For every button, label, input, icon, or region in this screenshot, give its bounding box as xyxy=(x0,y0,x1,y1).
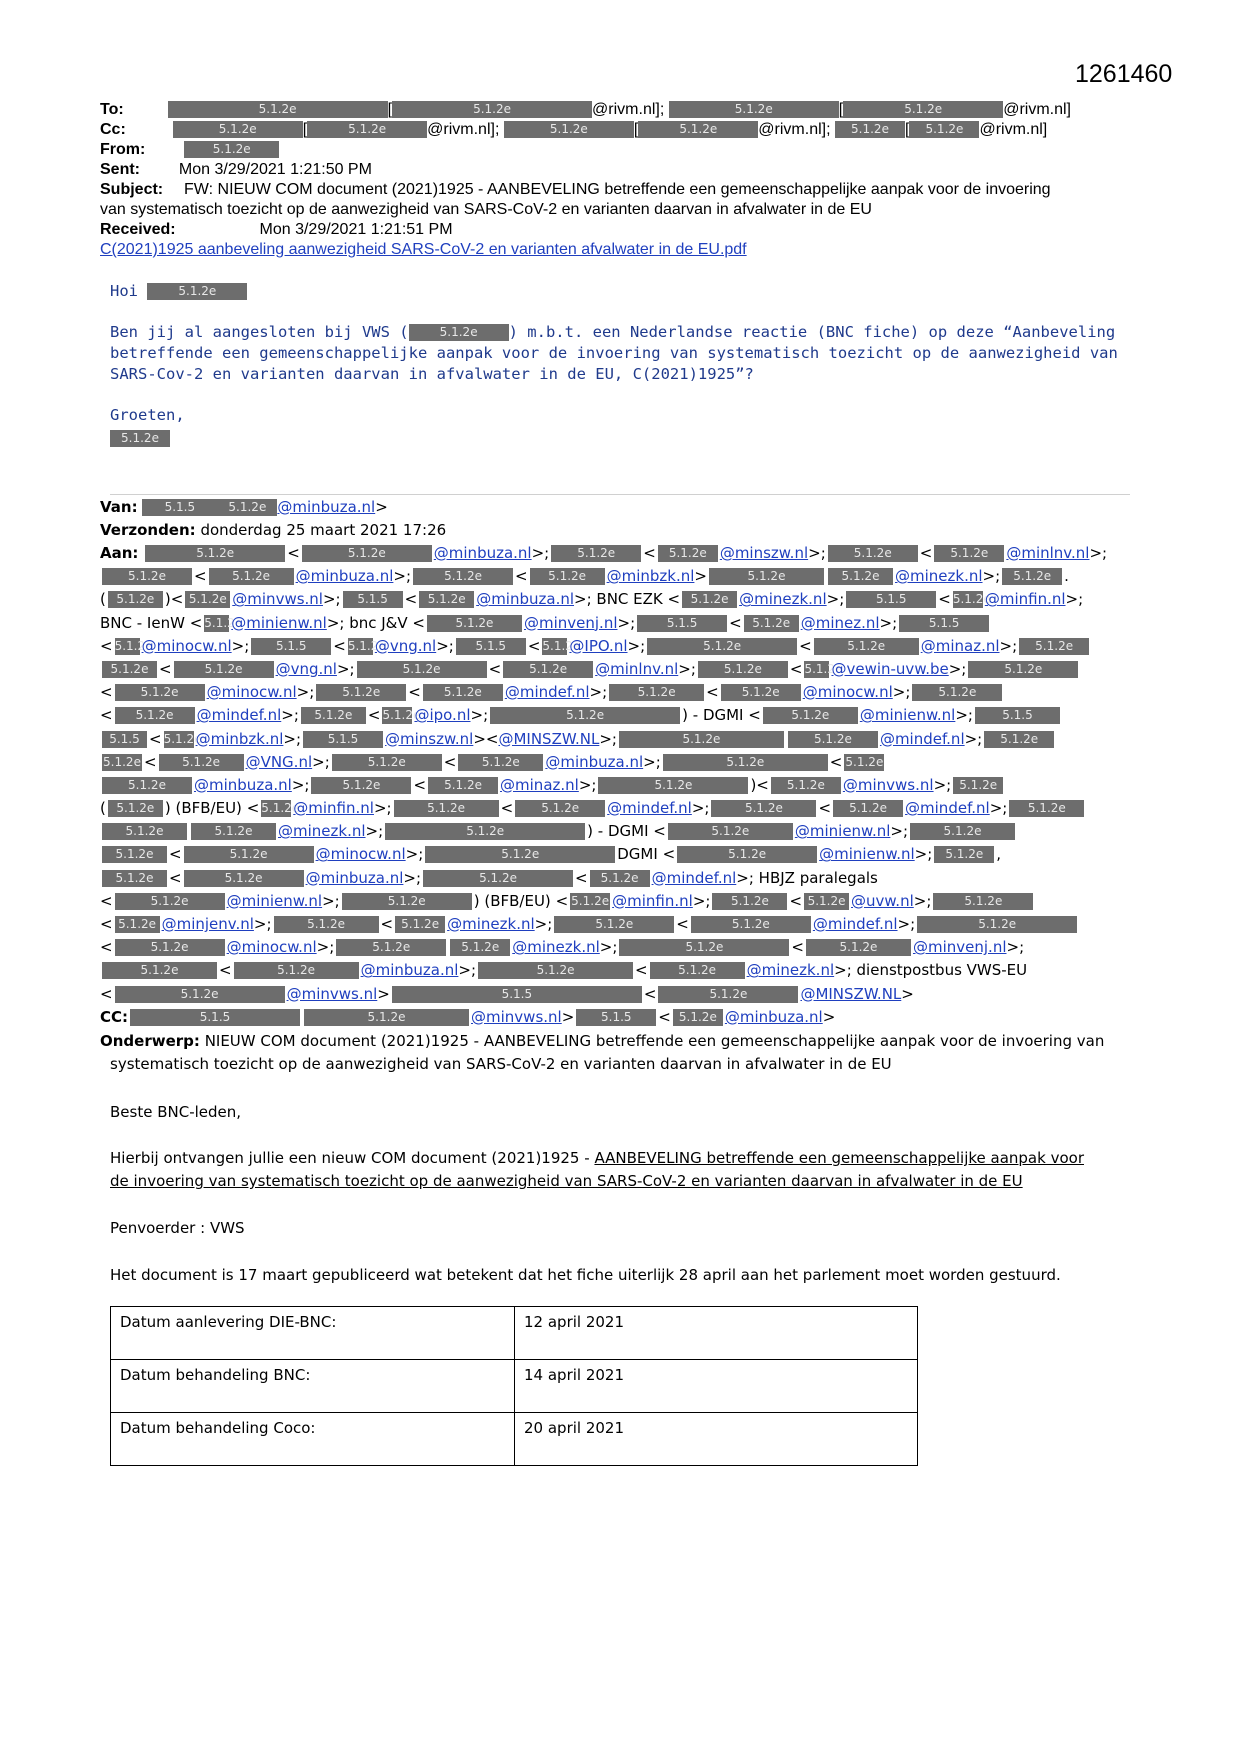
table-row xyxy=(111,1307,918,1360)
redaction: 5.1.2e xyxy=(115,707,195,724)
table-row xyxy=(111,1413,918,1466)
redaction: 5.1.2e xyxy=(102,870,167,887)
redaction: 5.1.2e xyxy=(835,121,905,138)
redaction: 5.1.2e xyxy=(159,754,244,771)
attachment-line xyxy=(100,240,747,260)
redaction: 5.1.2e xyxy=(385,823,585,840)
redaction: 5.1.2e xyxy=(682,591,737,608)
email-link[interactable]: @minocw.nl xyxy=(802,683,893,702)
to-line: To: 5.1.2e [ 5.1.2e @rivm.nl]; 5.1.2e [ 5.1.2e @rivm.nl] xyxy=(100,101,1071,118)
email-link[interactable]: @minienw.nl xyxy=(226,891,323,910)
recipient-name: BNC EZK xyxy=(596,590,663,609)
redaction: 5.1.2e xyxy=(102,777,192,794)
redaction: 5.1.2e xyxy=(204,615,243,630)
recipient-row: 5.1.2e 5.1.2e @minezk.nl>; 5.1.2e ) - DGMI < 5.1.2e @minienw.nl>; 5.1.2e xyxy=(100,820,1150,843)
email-link[interactable]: @minocw.nl xyxy=(141,636,232,655)
email-link[interactable]: @minocw.nl xyxy=(315,845,406,864)
redaction: 5.1.5 xyxy=(975,707,1060,724)
email-link[interactable]: @minlnv.nl xyxy=(1006,544,1090,562)
redaction: 5.1.2e xyxy=(103,754,141,769)
aan-label: Aan: xyxy=(100,544,139,562)
email-link[interactable]: @minfin.nl xyxy=(612,891,693,910)
email-link[interactable]: @minienw.nl xyxy=(819,845,915,864)
redaction: 5.1.2e xyxy=(814,638,919,655)
email-link[interactable]: @minbzk.nl xyxy=(195,729,284,748)
recipient-row: < 5.1.2e @minocw.nl>; 5.1.2e 5.1.2e @minezk.nl>; 5.1.2e < 5.1.2e @minvenj.nl>; xyxy=(100,938,1025,957)
email-link[interactable]: @minfin.nl xyxy=(293,799,374,818)
email-link[interactable]: @minfin.nl xyxy=(984,590,1066,609)
email-link[interactable]: @minezk.nl xyxy=(746,961,835,980)
redaction: 5.1.2e xyxy=(357,661,487,678)
recipient-name: DGMI xyxy=(702,706,744,725)
attachment-link[interactable]: C(2021)1925 aanbeveling aanwezigheid SARS-CoV-2 en varianten afvalwater in de EU.pdf xyxy=(100,241,747,258)
redaction: 5.1.2e xyxy=(1009,800,1084,817)
redaction: 5.1.2e xyxy=(771,777,841,794)
recipient-list xyxy=(100,542,1150,1029)
email-link[interactable]: @mindef.nl xyxy=(879,729,965,748)
email-link[interactable]: @mindef.nl xyxy=(812,915,898,933)
email-link[interactable]: @mindef.nl xyxy=(607,799,692,818)
redaction: 5.1.2e xyxy=(828,545,918,562)
recipient-name: HBJZ paralegals xyxy=(758,868,878,887)
email-link[interactable]: @minbuza.nl xyxy=(724,1007,823,1026)
recipient-row: 5.1.2e < 5.1.2e @vng.nl>; 5.1.2e < 5.1.2e @minlnv.nl>; 5.1.2e < 5.1.2e@vewin-uvw.be>; 5.1.2e xyxy=(100,658,1150,681)
email-link[interactable]: @minienw.nl xyxy=(794,822,891,841)
recipient-row: 5.1.2e < 5.1.2e @minocw.nl>; 5.1.2e DGMI < 5.1.2e @minienw.nl>; 5.1.2e , xyxy=(100,843,1150,866)
redaction: 5.1.2e xyxy=(423,684,503,701)
sent-line xyxy=(100,160,372,180)
cc-email: @rivm.nl] xyxy=(979,121,1048,138)
redaction: 5.1.2e xyxy=(504,121,634,138)
redaction: 5.1.2e xyxy=(145,545,285,562)
redaction: 5.1.2e xyxy=(163,731,202,746)
redaction: 5.1.2e xyxy=(691,916,811,933)
recipient-row: 5.1.2e < 5.1.2e @minbuza.nl>; 5.1.2e < 5.1.2e @mindef.nl>; HBJZ paralegals xyxy=(100,867,1150,890)
redaction: 5.1.2e xyxy=(274,916,379,933)
greeting-text: Hoi xyxy=(110,282,138,300)
email-link[interactable]: @minszw.nl xyxy=(719,544,809,562)
redaction: 5.1.5 xyxy=(142,499,217,516)
to-email: @rivm.nl] xyxy=(1003,101,1071,118)
email-link[interactable]: @mindef.nl xyxy=(651,868,737,887)
redaction: 5.1.2e xyxy=(571,893,610,908)
redaction: 5.1.2e xyxy=(184,870,304,887)
redaction: 5.1.2e xyxy=(1019,638,1089,655)
received-value: Mon 3/29/2021 1:21:51 PM xyxy=(259,221,453,238)
redaction: 5.1.2e xyxy=(110,430,170,447)
redaction: 5.1.2e xyxy=(428,777,498,794)
email-link[interactable]: @minezk.nl xyxy=(512,938,600,957)
redaction: 5.1.5 xyxy=(846,591,936,608)
reply-line-1 xyxy=(110,322,1115,343)
recipient-row: 5.1.2e < 5.1.2e @minbuza.nl>; 5.1.2e < 5.1.2e @minezk.nl>; dienstpostbus VWS-EU xyxy=(100,959,1150,982)
cc-email: @rivm.nl]; xyxy=(427,121,500,138)
van-line: Van: 5.1.5 5.1.2e @minbuza.nl> xyxy=(100,498,388,516)
cc-email: @rivm.nl]; xyxy=(758,121,831,138)
recipient-name: BNC - IenW xyxy=(100,613,185,632)
redaction: 5.1.2e xyxy=(115,916,160,933)
email-link[interactable]: @mindef.nl xyxy=(504,683,590,702)
email-link[interactable]: @minbuza.nl xyxy=(305,868,404,887)
redaction: 5.1.2e xyxy=(833,800,903,817)
redaction: 5.1.2e xyxy=(336,939,446,956)
redaction: 5.1.2e xyxy=(147,283,247,300)
redaction: 5.1.2e xyxy=(234,962,359,979)
van-label: Van: xyxy=(100,498,138,516)
redaction: 5.1.2e xyxy=(311,777,411,794)
salutation: Beste BNC-leden, xyxy=(110,1103,242,1121)
redaction: 5.1.2e xyxy=(744,615,799,632)
redaction: 5.1.2e xyxy=(423,870,573,887)
reply-text: Ben jij al aangesloten bij VWS ( xyxy=(110,323,409,341)
redaction: 5.1.2e xyxy=(395,916,445,933)
redaction: 5.1.2e xyxy=(108,591,163,608)
redaction: 5.1.2e xyxy=(647,638,797,655)
redaction: 5.1.2e xyxy=(316,684,406,701)
recipient-row: < 5.1.2e@minocw.nl>; 5.1.5 < 5.1.2e@vng.nl>; 5.1.5 < 5.1.2e@IPO.nl>; 5.1.2e < 5.1.2e @minaz.nl>; 5.1.2e xyxy=(100,635,1150,658)
redaction: 5.1.2e xyxy=(302,545,432,562)
received-label: Received: xyxy=(100,221,176,238)
redaction: 5.1.2e xyxy=(392,101,592,118)
redaction: 5.1.2e xyxy=(185,591,230,608)
redaction: 5.1.2e xyxy=(711,800,816,817)
redaction: 5.1.2e xyxy=(917,916,1077,933)
redaction: 5.1.2e xyxy=(909,121,979,138)
redaction: 5.1.2e xyxy=(307,121,427,138)
redaction: 5.1.2e xyxy=(984,731,1054,748)
email-link[interactable]: @minbuza.nl xyxy=(360,961,459,980)
redaction: 5.1.2e xyxy=(427,615,522,632)
email-link[interactable]: @minocw.nl xyxy=(226,938,317,957)
received-line xyxy=(100,220,453,240)
reply-line-3: SARS-Cov-2 en varianten daarvan in afvalwater in de EU, C(2021)1925”? xyxy=(110,365,754,383)
recipient-row: ( 5.1.2e ) (BFB/EU) < 5.1.2e@minfin.nl>; 5.1.2e < 5.1.2e @mindef.nl>; 5.1.2e < 5.1.2e @mindef.nl>; 5.1.2e xyxy=(100,797,1150,820)
sent-value: Mon 3/29/2021 1:21:50 PM xyxy=(178,161,372,178)
redaction: 5.1.2e xyxy=(332,754,442,771)
intro-text: Hierbij ontvangen jullie een nieuw COM document (2021)1925 - xyxy=(110,1149,595,1167)
redaction: 5.1.2e xyxy=(934,846,994,863)
redaction: 5.1.2e xyxy=(184,141,279,158)
email-link[interactable]: @minbuza.nl xyxy=(295,567,394,586)
redaction: 5.1.2e xyxy=(910,823,1015,840)
redaction: 5.1.2e xyxy=(968,661,1078,678)
table-cell-value: 20 april 2021 xyxy=(515,1413,918,1466)
table-cell-label: Datum behandeling BNC: xyxy=(111,1360,515,1413)
redaction: 5.1.2e xyxy=(542,638,581,653)
table-row xyxy=(111,1360,918,1413)
from-line xyxy=(100,140,279,160)
redaction: 5.1.2e xyxy=(304,1009,469,1026)
van-email[interactable]: @minbuza.nl xyxy=(277,498,376,516)
cc-label: CC: xyxy=(100,1007,129,1026)
email-link[interactable]: @MINSZW.NL xyxy=(800,984,902,1003)
verzonden-line xyxy=(100,519,446,542)
recipient-row: ( 5.1.2e )< 5.1.2e @minvws.nl>; 5.1.5 < 5.1.2e @minbuza.nl>; BNC EZK < 5.1.2e @minezk.nl>; 5.1.5 < 5.1.2e@minfin.nl>; xyxy=(100,590,1084,609)
recipient-name: (BFB/EU) xyxy=(484,891,551,910)
verzonden-value: donderdag 25 maart 2021 17:26 xyxy=(200,521,447,539)
redaction: 5.1.2e xyxy=(409,324,509,341)
redaction: 5.1.2e xyxy=(115,939,225,956)
redaction: 5.1.2e xyxy=(663,754,828,771)
email-link[interactable]: @minvws.nl xyxy=(471,1007,562,1026)
redaction: 5.1.5 xyxy=(303,731,383,748)
redaction: 5.1.2e xyxy=(843,101,1003,118)
redaction: 5.1.2e xyxy=(590,870,650,887)
reply-line-2: betreffende een gemeenschappelijke aanpak voor de invoering van systematisch toezicht op de aanwezigheid van xyxy=(110,344,1118,362)
redaction: 5.1.2e xyxy=(102,568,192,585)
redaction: 5.1.2e xyxy=(673,1009,723,1026)
redaction: 5.1.2e xyxy=(382,708,421,723)
redaction: 5.1.2e xyxy=(658,545,718,562)
redaction: 5.1.2e xyxy=(184,846,314,863)
redaction: 5.1.5 xyxy=(456,638,526,655)
recipient-row: Aan: 5.1.2e < 5.1.2e @minbuza.nl>; 5.1.2e < 5.1.2e @minszw.nl>; 5.1.2e < 5.1.2e @minlnv.nl>; xyxy=(100,544,1108,562)
redaction: 5.1.2e xyxy=(503,661,593,678)
redaction: 5.1.5 xyxy=(343,591,403,608)
redaction: 5.1.2e xyxy=(804,661,843,676)
redaction: 5.1.2e xyxy=(191,823,276,840)
reply-text: ) m.b.t. een Nederlandse reactie (BNC fiche) op deze “Aanbeveling xyxy=(508,323,1116,341)
cc-line: Cc: 5.1.2e [ 5.1.2e @rivm.nl]; 5.1.2e [ 5.1.2e @rivm.nl]; 5.1.2e [ 5.1.2e @rivm.nl] xyxy=(100,121,1048,138)
document-number: 1261460 xyxy=(1075,60,1173,88)
redaction: 5.1.2e xyxy=(530,568,605,585)
redaction: 5.1.2e xyxy=(609,684,704,701)
email-link[interactable]: @mindef.nl xyxy=(196,706,282,725)
email-link[interactable]: @minaz.nl xyxy=(920,636,1000,655)
recipient-name: (BFB/EU) xyxy=(175,799,242,818)
table-cell-label: Datum behandeling Coco: xyxy=(111,1413,515,1466)
email-link[interactable]: @minszw.nl xyxy=(385,729,474,748)
email-link[interactable]: @minvenj.nl xyxy=(912,938,1007,957)
redaction: 5.1.2e xyxy=(115,893,225,910)
redaction: 5.1.2e xyxy=(173,121,303,138)
email-link[interactable]: @minez.nl xyxy=(800,613,880,632)
email-link[interactable]: @minvenj.nl xyxy=(523,613,618,632)
email-link[interactable]: @minaz.nl xyxy=(500,775,579,794)
redaction: 5.1.2e xyxy=(102,962,217,979)
to-label: To: xyxy=(100,101,124,118)
redaction: 5.1.2e xyxy=(419,591,474,608)
redaction: 5.1.2e xyxy=(650,962,745,979)
redaction: 5.1.2e xyxy=(301,707,366,724)
redaction: 5.1.2e xyxy=(934,545,1004,562)
redaction: 5.1.2e xyxy=(102,661,157,678)
redaction: 5.1.2e xyxy=(721,684,801,701)
onderwerp-text: NIEUW COM document (2021)1925 - AANBEVELING betreffende een gemeenschappelijke aanpak voor de invoering van xyxy=(204,1032,1105,1050)
document-title: AANBEVELING betreffende een gemeenschappelijke aanpak voor xyxy=(594,1149,1084,1167)
penvoerder: Penvoerder : VWS xyxy=(110,1219,245,1237)
redaction: 5.1.2e xyxy=(806,939,911,956)
email-link[interactable]: @vewin-uvw.be xyxy=(831,659,949,678)
email-link[interactable]: @minezk.nl xyxy=(739,590,827,609)
redaction: 5.1.2e xyxy=(788,731,878,748)
redaction: 5.1.5 xyxy=(576,1009,656,1026)
redaction: 5.1.2e xyxy=(619,939,789,956)
redaction: 5.1.2e xyxy=(342,893,472,910)
subject-text: FW: NIEUW COM document (2021)1925 - AANBEVELING betreffende een gemeenschappelijke aanpak voor de invoering xyxy=(184,181,1051,198)
email-link[interactable]: @VNG.nl xyxy=(245,752,313,771)
recipient-name: dienstpostbus VWS-EU xyxy=(856,961,1028,980)
recipient-name: DGMI xyxy=(617,845,658,864)
redaction: 5.1.2e xyxy=(209,568,294,585)
redaction: 5.1.2e xyxy=(828,568,893,585)
redaction: 5.1.5 xyxy=(251,638,331,655)
email-link[interactable]: @minbuza.nl xyxy=(476,590,575,609)
redaction: 5.1.2e xyxy=(115,684,205,701)
email-link[interactable]: @vng.nl xyxy=(275,659,337,678)
subject-line-2: van systematisch toezicht op de aanwezigheid van SARS-CoV-2 en varianten daarvan in afvalwater in de EU xyxy=(100,201,872,218)
email-link[interactable]: @minbuza.nl xyxy=(545,752,644,771)
recipient-row: < 5.1.2e @minvws.nl> 5.1.5 < 5.1.2e @MINSZW.NL> xyxy=(100,984,914,1003)
redaction: 5.1.2e xyxy=(598,777,748,794)
email-link[interactable]: @minbuza.nl xyxy=(194,775,292,794)
email-link[interactable]: @minlnv.nl xyxy=(595,659,679,678)
email-link[interactable]: @mindef.nl xyxy=(905,799,990,818)
subject-line xyxy=(100,180,1051,200)
email-link[interactable]: @minezk.nl xyxy=(278,822,366,841)
email-link[interactable]: @minbuza.nl xyxy=(433,544,532,562)
recipient-row: 5.1.5 < 5.1.2e@minbzk.nl>; 5.1.5 @minszw.nl><@MINSZW.NL>; 5.1.2e 5.1.2e @mindef.nl>; 5.1.2e xyxy=(100,728,1150,751)
email-link[interactable]: @ipo.nl xyxy=(414,706,471,725)
redaction: 5.1.2e xyxy=(1002,568,1062,585)
reply-signature xyxy=(110,428,170,449)
email-link[interactable]: @minbzk.nl xyxy=(606,567,695,586)
redaction: 5.1.2e xyxy=(102,823,187,840)
redaction: 5.1.2e xyxy=(102,846,167,863)
redaction: 5.1.2e xyxy=(712,893,787,910)
reply-greeting xyxy=(110,281,247,302)
email-link[interactable]: @minvws.nl xyxy=(286,984,378,1003)
redaction: 5.1.2e xyxy=(619,731,784,748)
recipient-row: 5.1.2e < 5.1.2e @VNG.nl>; 5.1.2e < 5.1.2e @minbuza.nl>; 5.1.2e < 5.1.2e xyxy=(103,752,884,771)
redaction: 5.1.2e xyxy=(845,754,884,769)
redaction: 5.1.2e xyxy=(394,800,499,817)
recipient-name: bnc J&V xyxy=(349,613,408,632)
document-title-line-2: de invoering van systematisch toezicht op de aanwezigheid van SARS-CoV-2 en varianten daarvan in afvalwater in de EU xyxy=(110,1172,1023,1190)
redaction: 5.1.2e xyxy=(261,801,300,816)
redaction: 5.1.2e xyxy=(658,986,798,1003)
recipient-row: 5.1.2e @minbuza.nl>; 5.1.2e < 5.1.2e @minaz.nl>; 5.1.2e )< 5.1.2e @minvws.nl>; 5.1.2e xyxy=(100,774,1150,797)
cc-recipient-row: CC: 5.1.5 5.1.2e @minvws.nl> 5.1.5 < 5.1.2e @minbuza.nl> xyxy=(100,1007,836,1026)
recipient-row: < 5.1.2e @minienw.nl>; 5.1.2e ) (BFB/EU) < 5.1.2e @minfin.nl>; 5.1.2e < 5.1.2e @uvw.nl>; 5.1.2e xyxy=(100,890,1150,913)
reply-closing: Groeten, xyxy=(110,406,185,424)
email-link[interactable]: @MINSZW.NL xyxy=(498,729,600,748)
email-link[interactable]: @minjenv.nl xyxy=(161,915,254,933)
verzonden-label: Verzonden: xyxy=(100,521,196,539)
email-link[interactable]: @minienw.nl xyxy=(231,613,327,632)
redaction: 5.1.2e xyxy=(669,101,839,118)
from-label: From: xyxy=(100,141,146,158)
separator xyxy=(110,494,1130,495)
recipient-row: < 5.1.2e @mindef.nl>; 5.1.2e < 5.1.2e@ipo.nl>; 5.1.2e ) - DGMI < 5.1.2e @minienw.nl>; 5.1.5 xyxy=(100,704,1150,727)
redaction: 5.1.2e xyxy=(952,592,991,607)
redaction: 5.1.2e xyxy=(677,846,817,863)
redaction: 5.1.2e xyxy=(638,121,758,138)
email-link[interactable]: @minezk.nl xyxy=(447,915,535,933)
onderwerp-line xyxy=(100,1030,1104,1053)
email-link[interactable]: @minienw.nl xyxy=(859,706,956,725)
redaction: 5.1.5 xyxy=(899,615,989,632)
email-link[interactable]: @minezk.nl xyxy=(895,567,983,586)
redaction: 5.1.2e xyxy=(763,707,858,724)
redaction: 5.1.2e xyxy=(551,545,641,562)
redaction: 5.1.2e xyxy=(347,638,386,653)
dates-table xyxy=(110,1306,918,1466)
redaction: 5.1.2e xyxy=(168,101,388,118)
redaction: 5.1.2e xyxy=(554,916,674,933)
recipient-row: 5.1.2e < 5.1.2e @minbuza.nl>; 5.1.2e < 5.1.2e @minbzk.nl> 5.1.2e 5.1.2e @minezk.nl>; 5.1.2e . xyxy=(100,565,1150,588)
email-link[interactable]: @uvw.nl xyxy=(851,891,914,910)
redaction: 5.1.2e xyxy=(413,568,513,585)
onderwerp-line-2: systematisch toezicht op de aanwezigheid van SARS-CoV-2 en varianten daarvan in afvalwater in de EU xyxy=(110,1055,892,1073)
redaction: 5.1.2e xyxy=(668,823,793,840)
redaction: 5.1.2e xyxy=(933,893,1033,910)
redaction: 5.1.2e xyxy=(174,661,274,678)
table-cell-value: 14 april 2021 xyxy=(515,1360,918,1413)
redaction: 5.1.5 xyxy=(392,986,642,1003)
email-link[interactable]: @minocw.nl xyxy=(206,683,297,702)
redaction: 5.1.2e xyxy=(478,962,633,979)
redaction: 5.1.5 xyxy=(130,1009,300,1026)
redaction: 5.1.2e xyxy=(515,800,605,817)
redaction: 5.1.2e xyxy=(217,499,277,516)
redaction: 5.1.2e xyxy=(804,893,849,910)
table-cell-label: Datum aanlevering DIE-BNC: xyxy=(111,1307,515,1360)
intro-line xyxy=(110,1147,1084,1170)
sent-label: Sent: xyxy=(100,161,140,178)
subject-label: Subject: xyxy=(100,181,164,198)
redaction: 5.1.2e xyxy=(953,777,1003,794)
recipient-name: DGMI xyxy=(607,822,649,841)
email-link[interactable]: @IPO.nl xyxy=(569,636,628,655)
redaction: 5.1.2e xyxy=(114,638,153,653)
onderwerp-label: Onderwerp: xyxy=(100,1032,200,1050)
redaction: 5.1.2e xyxy=(115,986,285,1003)
redaction: 5.1.5 xyxy=(637,615,727,632)
recipient-row: BNC - IenW < 5.1.2e@minienw.nl>; bnc J&V < 5.1.2e @minvenj.nl>; 5.1.5 < 5.1.2e @minez.nl>; 5.1.5 xyxy=(100,612,1150,635)
recipient-row: < 5.1.2e @minjenv.nl>; 5.1.2e < 5.1.2e @minezk.nl>; 5.1.2e < 5.1.2e @mindef.nl>; 5.1.2e xyxy=(100,913,1150,936)
redaction: 5.1.2e xyxy=(698,661,788,678)
redaction: 5.1.2e xyxy=(490,707,680,724)
table-cell-value: 12 april 2021 xyxy=(515,1307,918,1360)
cc-label: Cc: xyxy=(100,121,126,138)
redaction: 5.1.2e xyxy=(108,800,163,817)
redaction: 5.1.2e xyxy=(458,754,543,771)
deadline-text: Het document is 17 maart gepubliceerd wat betekent dat het fiche uiterlijk 28 april aan het parlement moet worden gestuurd. xyxy=(110,1266,1061,1284)
redaction: 5.1.2e xyxy=(425,846,615,863)
redaction: 5.1.2e xyxy=(709,568,824,585)
to-email: @rivm.nl]; xyxy=(592,101,665,118)
recipient-row: < 5.1.2e @minocw.nl>; 5.1.2e < 5.1.2e @mindef.nl>; 5.1.2e < 5.1.2e @minocw.nl>; 5.1.2e xyxy=(100,681,1150,704)
redaction: 5.1.2e xyxy=(450,939,510,956)
email-link[interactable]: @minvws.nl xyxy=(842,775,934,794)
redaction: 5.1.2e xyxy=(912,684,1002,701)
redaction: 5.1.5 xyxy=(102,731,147,748)
email-link[interactable]: @minvws.nl xyxy=(232,590,323,609)
email-link[interactable]: @vng.nl xyxy=(374,636,437,655)
